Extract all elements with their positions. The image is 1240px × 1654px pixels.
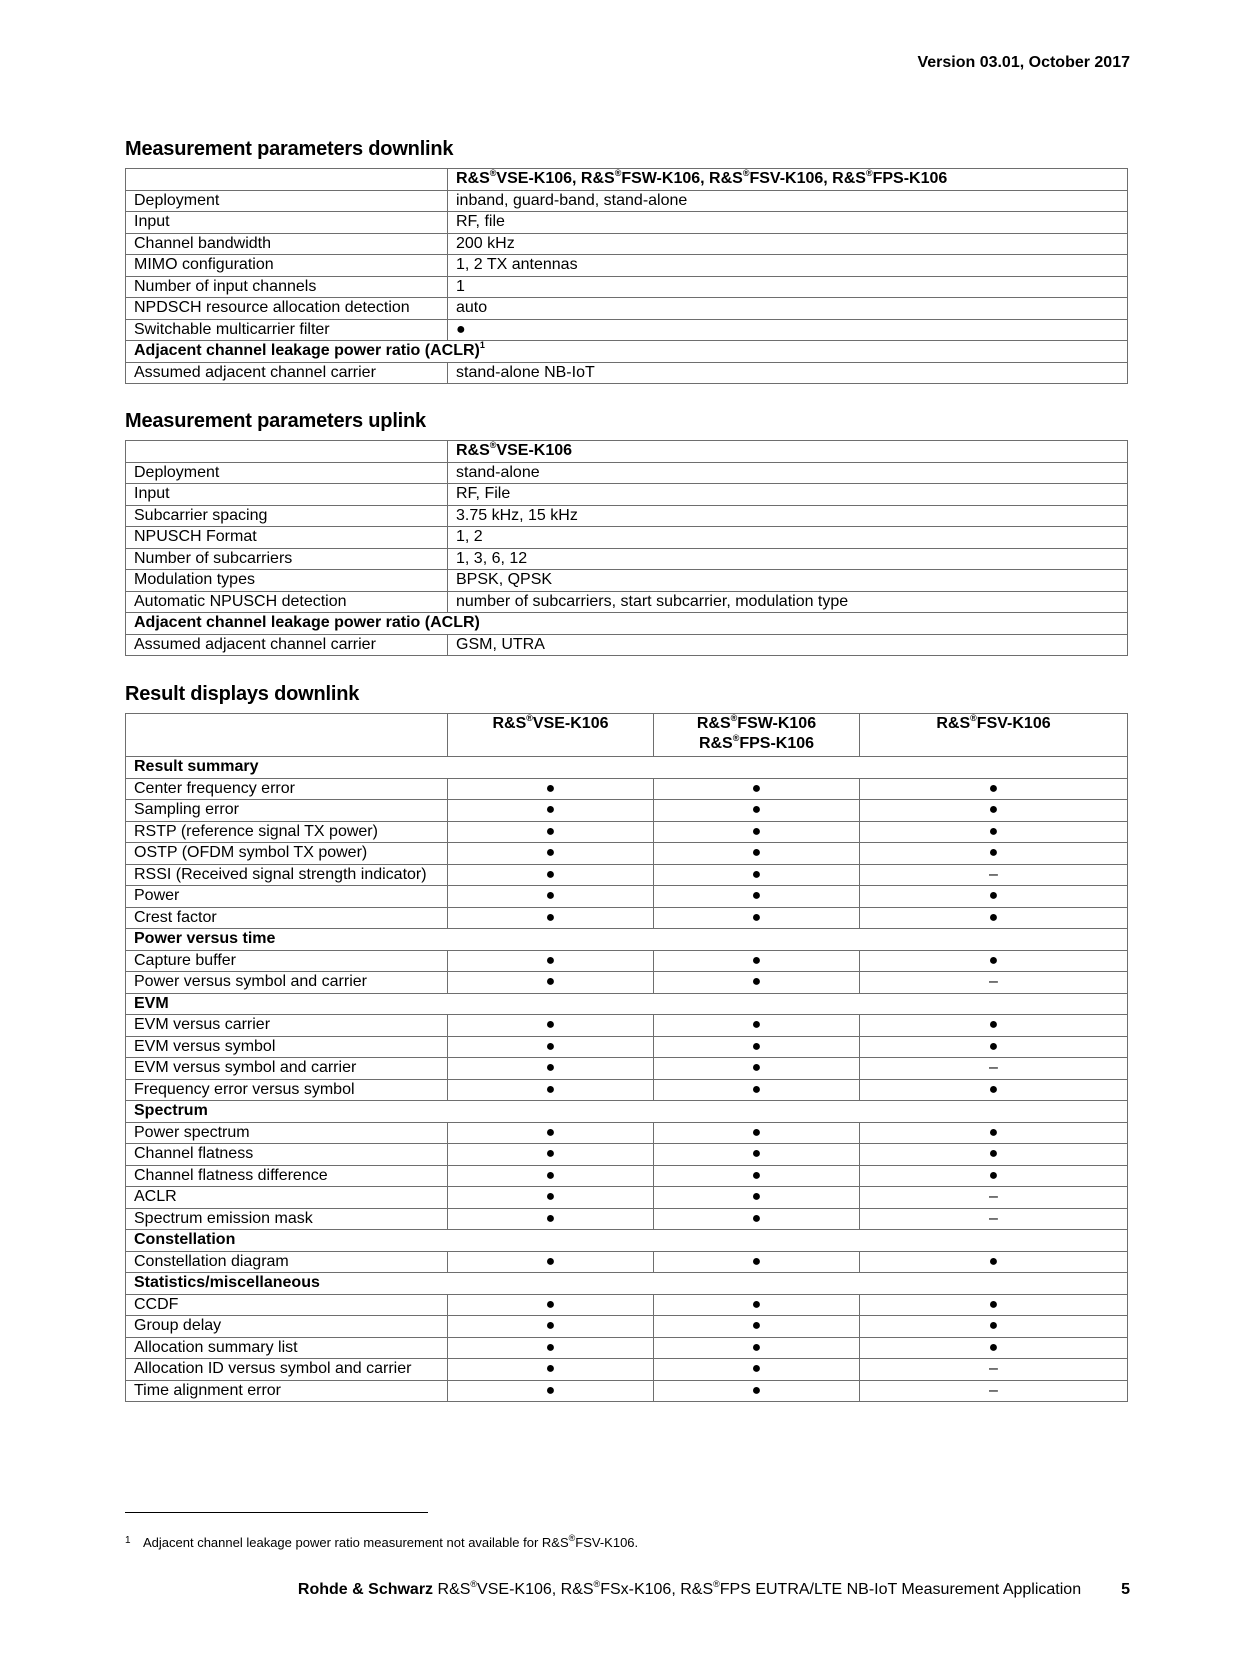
param-label: Number of subcarriers xyxy=(126,548,448,570)
availability-mark: – xyxy=(860,1187,1128,1209)
availability-mark: ● xyxy=(654,864,860,886)
result-label: Allocation summary list xyxy=(126,1337,448,1359)
result-group-row xyxy=(126,929,1128,951)
downlink-header-products: R&S®VSE-K106, R&S®FSW-K106, R&S®FSV-K106, R&S®FPS-K106 xyxy=(448,169,1128,191)
group-row xyxy=(126,613,1128,635)
availability-mark: ● xyxy=(448,1165,654,1187)
result-row xyxy=(126,907,1128,929)
param-label: Assumed adjacent channel carrier xyxy=(126,362,448,384)
param-label: NPDSCH resource allocation detection xyxy=(126,298,448,320)
result-row xyxy=(126,1359,1128,1381)
availability-mark: ● xyxy=(448,1359,654,1381)
result-label: Power versus symbol and carrier xyxy=(126,972,448,994)
result-row xyxy=(126,821,1128,843)
availability-mark: ● xyxy=(860,1294,1128,1316)
availability-mark: ● xyxy=(448,1058,654,1080)
result-row xyxy=(126,1165,1128,1187)
availability-mark: ● xyxy=(860,886,1128,908)
result-label: RSTP (reference signal TX power) xyxy=(126,821,448,843)
result-label: RSSI (Received signal strength indicator) xyxy=(126,864,448,886)
availability-mark: ● xyxy=(654,1380,860,1402)
result-label: Spectrum emission mask xyxy=(126,1208,448,1230)
availability-mark: ● xyxy=(448,1122,654,1144)
uplink-table xyxy=(125,440,1128,656)
availability-mark: – xyxy=(860,1208,1128,1230)
footnote-text: Adjacent channel leakage power ratio measurement not available for R&S®FSV-K106. xyxy=(143,1532,639,1550)
page-number: 5 xyxy=(1121,1581,1130,1598)
availability-mark: ● xyxy=(654,1144,860,1166)
footnote-ref: 1 xyxy=(479,340,485,350)
param-label: Switchable multicarrier filter xyxy=(126,319,448,341)
param-value: BPSK, QPSK xyxy=(448,570,1128,592)
availability-mark: ● xyxy=(448,843,654,865)
result-row xyxy=(126,800,1128,822)
param-row xyxy=(126,484,1128,506)
result-group-label: EVM xyxy=(126,993,1128,1015)
param-row xyxy=(126,319,1128,341)
result-group-label: Power versus time xyxy=(126,929,1128,951)
result-row xyxy=(126,1251,1128,1273)
availability-mark: ● xyxy=(654,800,860,822)
result-label: Power xyxy=(126,886,448,908)
result-label: CCDF xyxy=(126,1294,448,1316)
param-row xyxy=(126,527,1128,549)
availability-mark: ● xyxy=(860,778,1128,800)
availability-mark: ● xyxy=(654,1337,860,1359)
group-label: Adjacent channel leakage power ratio (ACLR) xyxy=(126,613,1128,635)
uplink-header-blank xyxy=(126,441,448,463)
availability-mark: ● xyxy=(654,1294,860,1316)
result-row xyxy=(126,1122,1128,1144)
availability-mark: ● xyxy=(448,821,654,843)
availability-mark: ● xyxy=(860,1079,1128,1101)
availability-mark: ● xyxy=(654,1058,860,1080)
availability-mark: – xyxy=(860,864,1128,886)
result-row xyxy=(126,1058,1128,1080)
availability-mark: ● xyxy=(654,1359,860,1381)
availability-mark: ● xyxy=(654,1187,860,1209)
availability-mark: ● xyxy=(448,778,654,800)
availability-mark: ● xyxy=(448,907,654,929)
param-row xyxy=(126,233,1128,255)
availability-mark: ● xyxy=(448,1208,654,1230)
param-label: Number of input channels xyxy=(126,276,448,298)
uplink-table-body xyxy=(126,462,1128,656)
result-label: Crest factor xyxy=(126,907,448,929)
availability-mark: ● xyxy=(448,1015,654,1037)
result-row xyxy=(126,886,1128,908)
results-header-fsv: R&S®FSV-K106 xyxy=(860,714,1128,757)
param-value: 1, 2 xyxy=(448,527,1128,549)
param-label: Automatic NPUSCH detection xyxy=(126,591,448,613)
availability-mark: ● xyxy=(654,843,860,865)
param-label: Input xyxy=(126,212,448,234)
result-row xyxy=(126,1337,1128,1359)
result-row xyxy=(126,1294,1128,1316)
param-label: Modulation types xyxy=(126,570,448,592)
availability-mark: ● xyxy=(448,1187,654,1209)
availability-mark: ● xyxy=(654,907,860,929)
availability-mark: – xyxy=(860,1359,1128,1381)
availability-mark: ● xyxy=(448,1294,654,1316)
result-row xyxy=(126,864,1128,886)
param-value: 1, 2 TX antennas xyxy=(448,255,1128,277)
availability-mark: ● xyxy=(860,950,1128,972)
param-row xyxy=(126,634,1128,656)
footnote-number: 1 xyxy=(125,1535,131,1546)
availability-mark: ● xyxy=(654,972,860,994)
availability-mark: ● xyxy=(860,907,1128,929)
downlink-title: Measurement parameters downlink xyxy=(125,138,454,160)
version-label: Version 03.01, October 2017 xyxy=(917,54,1130,71)
result-label: Frequency error versus symbol xyxy=(126,1079,448,1101)
availability-mark: ● xyxy=(654,1122,860,1144)
param-row xyxy=(126,570,1128,592)
availability-mark: ● xyxy=(654,950,860,972)
results-header-vse: R&S®VSE-K106 xyxy=(448,714,654,757)
param-row xyxy=(126,298,1128,320)
page-footer xyxy=(297,1578,1130,1599)
result-label: Time alignment error xyxy=(126,1380,448,1402)
param-label: Deployment xyxy=(126,462,448,484)
param-label: Input xyxy=(126,484,448,506)
param-row xyxy=(126,591,1128,613)
result-row xyxy=(126,972,1128,994)
param-label: MIMO configuration xyxy=(126,255,448,277)
result-row xyxy=(126,1316,1128,1338)
param-row xyxy=(126,255,1128,277)
result-row xyxy=(126,1187,1128,1209)
availability-mark: ● xyxy=(448,1036,654,1058)
param-value: stand-alone xyxy=(448,462,1128,484)
availability-mark: ● xyxy=(860,1316,1128,1338)
availability-mark: ● xyxy=(448,1251,654,1273)
result-label: EVM versus carrier xyxy=(126,1015,448,1037)
downlink-table-body xyxy=(126,190,1128,384)
availability-mark: ● xyxy=(654,1316,860,1338)
param-label: NPUSCH Format xyxy=(126,527,448,549)
result-label: Constellation diagram xyxy=(126,1251,448,1273)
result-label: Channel flatness xyxy=(126,1144,448,1166)
param-value: 1, 3, 6, 12 xyxy=(448,548,1128,570)
result-row xyxy=(126,950,1128,972)
results-header-fsw-fps: R&S®FSW-K106 R&S®FPS-K106 xyxy=(654,714,860,757)
param-row xyxy=(126,505,1128,527)
result-label: OSTP (OFDM symbol TX power) xyxy=(126,843,448,865)
availability-mark: ● xyxy=(860,1144,1128,1166)
downlink-section xyxy=(125,138,1128,384)
result-group-row xyxy=(126,1101,1128,1123)
availability-mark: ● xyxy=(860,821,1128,843)
param-value: auto xyxy=(448,298,1128,320)
availability-mark: ● xyxy=(860,1015,1128,1037)
result-group-label: Result summary xyxy=(126,757,1128,779)
param-row xyxy=(126,462,1128,484)
result-group-label: Statistics/miscellaneous xyxy=(126,1273,1128,1295)
result-label: Allocation ID versus symbol and carrier xyxy=(126,1359,448,1381)
availability-mark: ● xyxy=(860,1165,1128,1187)
availability-mark: ● xyxy=(654,821,860,843)
availability-mark: ● xyxy=(448,1380,654,1402)
availability-mark: ● xyxy=(448,972,654,994)
result-row xyxy=(126,1208,1128,1230)
result-label: Channel flatness difference xyxy=(126,1165,448,1187)
uplink-section xyxy=(125,410,1128,656)
result-label: Sampling error xyxy=(126,800,448,822)
param-value: RF, file xyxy=(448,212,1128,234)
availability-mark: ● xyxy=(860,843,1128,865)
availability-mark: ● xyxy=(860,1251,1128,1273)
uplink-header-product: R&S®VSE-K106 xyxy=(448,441,1128,463)
result-group-row xyxy=(126,1230,1128,1252)
result-group-label: Constellation xyxy=(126,1230,1128,1252)
availability-mark: ● xyxy=(448,1144,654,1166)
availability-mark: ● xyxy=(654,1036,860,1058)
param-value: 200 kHz xyxy=(448,233,1128,255)
result-group-row xyxy=(126,757,1128,779)
results-table xyxy=(125,713,1128,1402)
availability-mark: ● xyxy=(448,800,654,822)
param-row xyxy=(126,362,1128,384)
result-label: Capture buffer xyxy=(126,950,448,972)
result-group-label: Spectrum xyxy=(126,1101,1128,1123)
result-row xyxy=(126,843,1128,865)
result-label: Power spectrum xyxy=(126,1122,448,1144)
availability-mark: – xyxy=(860,1058,1128,1080)
param-label: Channel bandwidth xyxy=(126,233,448,255)
availability-mark: ● xyxy=(654,1251,860,1273)
downlink-header-blank xyxy=(126,169,448,191)
footer-brand: Rohde & Schwarz xyxy=(297,1581,434,1598)
param-value: number of subcarriers, start subcarrier, modulation type xyxy=(448,591,1128,613)
availability-mark: – xyxy=(860,1380,1128,1402)
param-value: stand-alone NB-IoT xyxy=(448,362,1128,384)
param-row xyxy=(126,548,1128,570)
param-row xyxy=(126,212,1128,234)
result-label: EVM versus symbol xyxy=(126,1036,448,1058)
footnote-divider xyxy=(125,1512,428,1513)
param-row xyxy=(126,276,1128,298)
results-section xyxy=(125,683,1128,1402)
availability-mark: – xyxy=(860,972,1128,994)
result-label: Center frequency error xyxy=(126,778,448,800)
result-row xyxy=(126,1380,1128,1402)
results-table-body xyxy=(126,757,1128,1402)
results-header-blank xyxy=(126,714,448,757)
availability-mark: ● xyxy=(860,1122,1128,1144)
availability-mark: ● xyxy=(654,778,860,800)
downlink-table xyxy=(125,168,1128,384)
result-row xyxy=(126,1144,1128,1166)
result-row xyxy=(126,1036,1128,1058)
availability-mark: ● xyxy=(448,886,654,908)
param-row xyxy=(126,190,1128,212)
availability-mark: ● xyxy=(654,1208,860,1230)
result-row xyxy=(126,778,1128,800)
availability-mark: ● xyxy=(448,1079,654,1101)
param-value: 3.75 kHz, 15 kHz xyxy=(448,505,1128,527)
param-label: Assumed adjacent channel carrier xyxy=(126,634,448,656)
param-value: GSM, UTRA xyxy=(448,634,1128,656)
availability-mark: ● xyxy=(654,1015,860,1037)
param-value: inband, guard-band, stand-alone xyxy=(448,190,1128,212)
param-value: 1 xyxy=(448,276,1128,298)
availability-mark: ● xyxy=(654,1079,860,1101)
param-label: Deployment xyxy=(126,190,448,212)
availability-mark: ● xyxy=(860,800,1128,822)
param-label: Subcarrier spacing xyxy=(126,505,448,527)
uplink-title: Measurement parameters uplink xyxy=(125,410,426,432)
param-value: ● xyxy=(448,319,1128,341)
group-label: Adjacent channel leakage power ratio (ACLR)$^1$ xyxy=(126,341,1128,363)
result-group-row xyxy=(126,993,1128,1015)
result-label: Group delay xyxy=(126,1316,448,1338)
footnote xyxy=(125,1532,639,1550)
result-label: ACLR xyxy=(126,1187,448,1209)
availability-mark: ● xyxy=(860,1337,1128,1359)
availability-mark: ● xyxy=(448,1316,654,1338)
param-value: RF, File xyxy=(448,484,1128,506)
availability-mark: ● xyxy=(654,886,860,908)
results-title: Result displays downlink xyxy=(125,683,360,705)
result-row xyxy=(126,1015,1128,1037)
group-row xyxy=(126,341,1128,363)
availability-mark: ● xyxy=(860,1036,1128,1058)
availability-mark: ● xyxy=(654,1165,860,1187)
result-group-row xyxy=(126,1273,1128,1295)
availability-mark: ● xyxy=(448,950,654,972)
result-label: EVM versus symbol and carrier xyxy=(126,1058,448,1080)
result-row xyxy=(126,1079,1128,1101)
availability-mark: ● xyxy=(448,864,654,886)
footer-title: R&S®VSE-K106, R&S®FSx-K106, R&S®FPS EUTRA/LTE NB-IoT Measurement Application xyxy=(433,1578,1082,1598)
availability-mark: ● xyxy=(448,1337,654,1359)
